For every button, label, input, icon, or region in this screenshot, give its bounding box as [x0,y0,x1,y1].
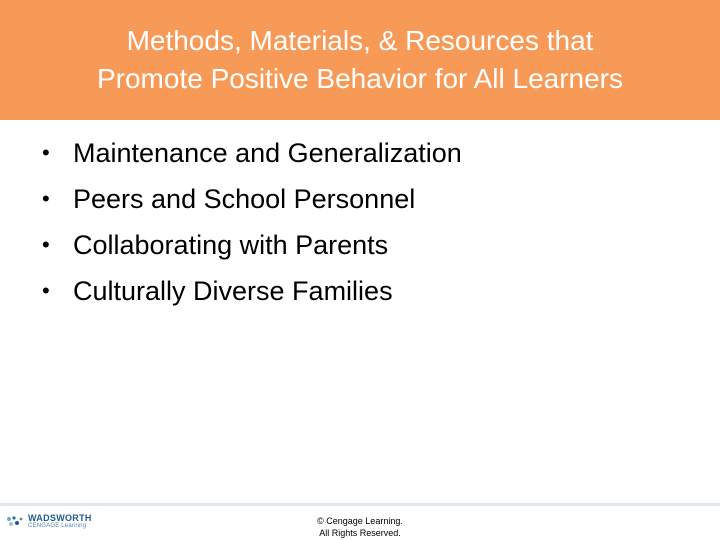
bullet-item [42,130,462,176]
bullet-item [42,268,462,314]
bullet-text: Collaborating with Parents [73,229,389,260]
bullet-text: Culturally Diverse Families [73,275,393,306]
copyright-line-1: © Cengage Learning. [317,516,403,526]
bullet-list [42,130,462,314]
publisher-logo-icon [6,515,24,529]
slide-title-line-1: Methods, Materials, & Resources that [126,25,594,56]
copyright-notice [260,515,460,539]
bullet-item [42,176,462,222]
footer-divider [0,503,720,506]
title-bar [0,0,720,120]
publisher-logo-text [28,514,92,530]
slide-title-line-2: Promote Positive Behavior for All Learners [96,63,624,94]
bullet-marker: • [42,140,50,165]
bullet-text: Peers and School Personnel [73,183,416,214]
publisher-logo [6,514,92,530]
publisher-subname: CENGAGE Learning [28,523,87,529]
copyright-line-2: All Rights Reserved. [319,528,401,538]
bullet-marker: • [42,278,50,303]
bullet-marker: • [42,186,50,211]
publisher-name: WADSWORTH [28,513,92,523]
bullet-item [42,222,462,268]
bullet-marker: • [42,232,50,257]
bullet-text: Maintenance and Generalization [73,137,462,168]
